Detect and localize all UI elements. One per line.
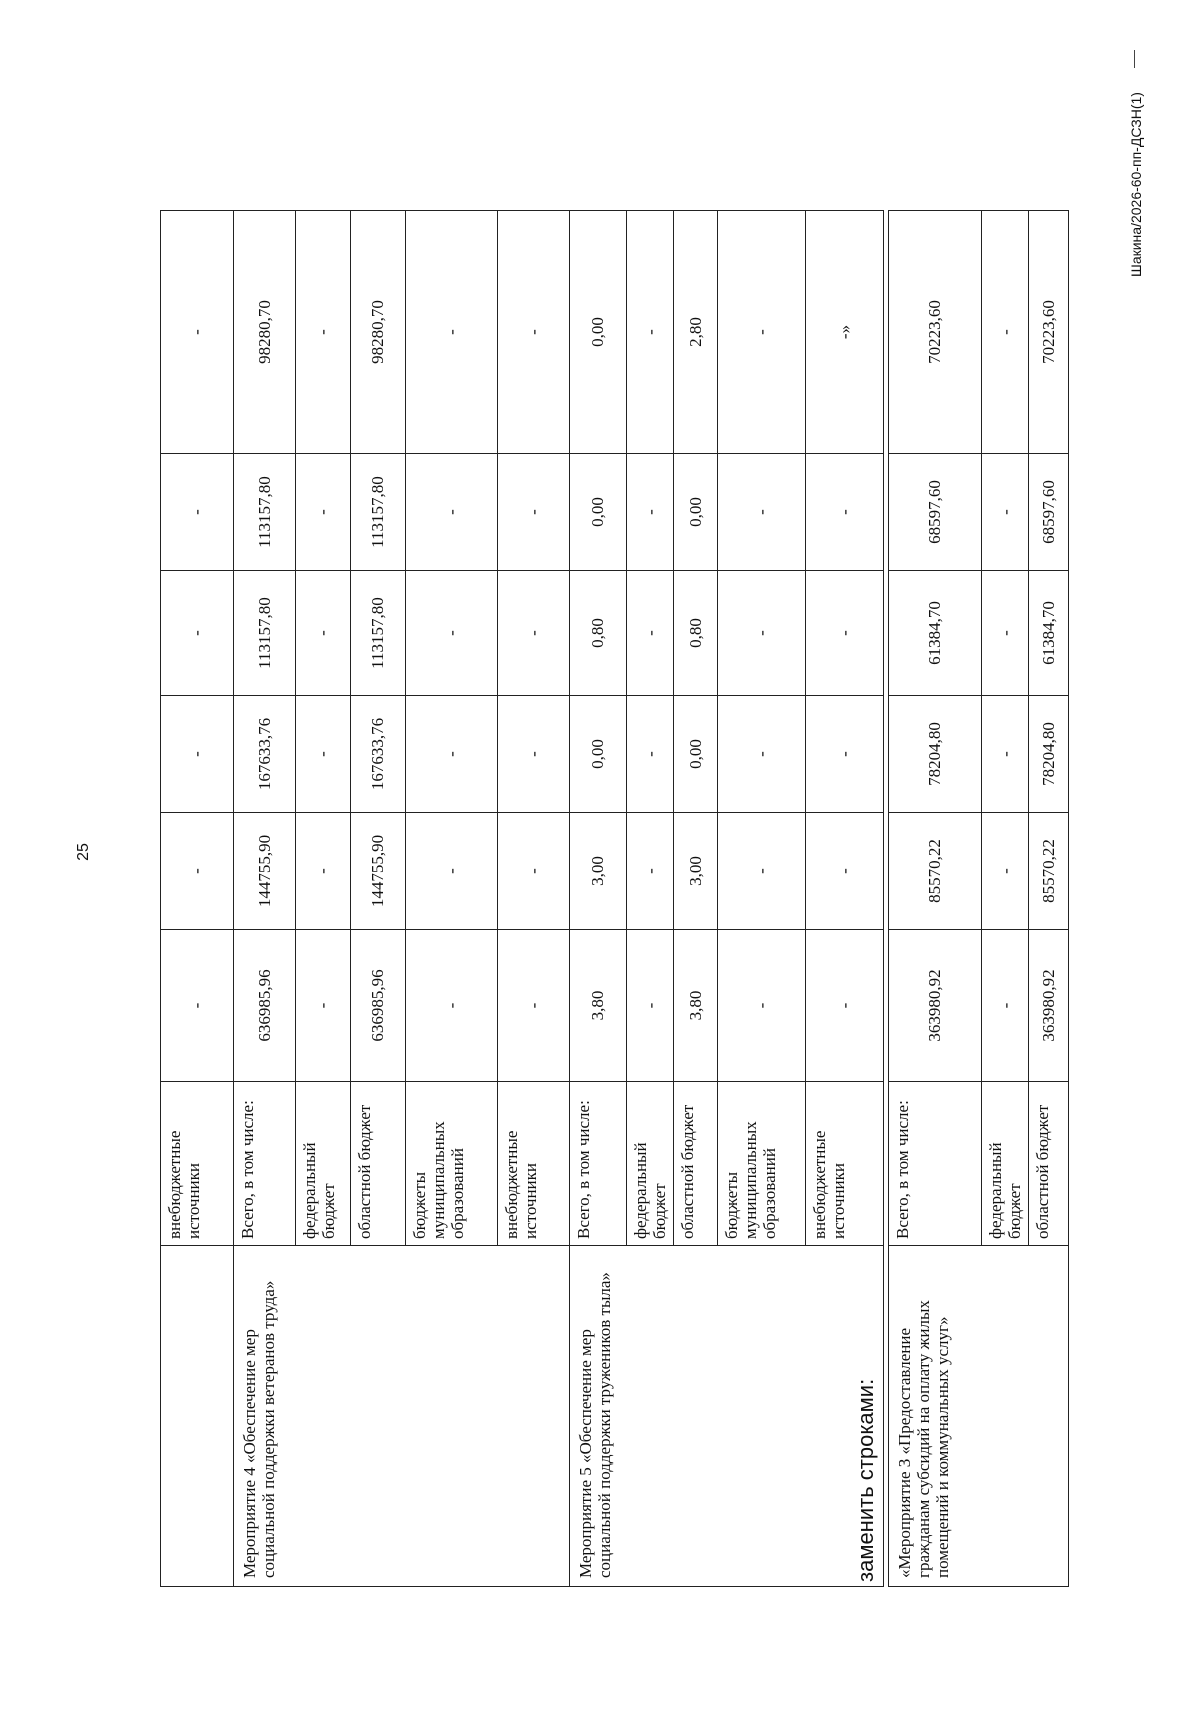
value-year-cell: - bbox=[627, 211, 674, 454]
value-total-cell: 636985,96 bbox=[351, 930, 406, 1082]
value-year-cell: -» bbox=[806, 211, 884, 454]
value-year-cell: - bbox=[406, 696, 498, 813]
value-year-cell: 61384,70 bbox=[1029, 571, 1069, 696]
value-year-cell: - bbox=[718, 696, 806, 813]
value-year-cell: 113157,80 bbox=[234, 454, 296, 571]
table-row bbox=[161, 211, 234, 1587]
funding-table-bottom bbox=[888, 210, 1069, 1587]
value-year-cell: - bbox=[296, 211, 351, 454]
funding-source-cell: внебюджетные источники bbox=[498, 1082, 570, 1246]
funding-source-cell: внебюджетные источники bbox=[161, 1082, 234, 1246]
value-year-cell: 70223,60 bbox=[1029, 211, 1069, 454]
value-year-cell: 3,00 bbox=[570, 813, 627, 930]
value-year-cell: - bbox=[161, 454, 234, 571]
value-year-cell: - bbox=[806, 571, 884, 696]
value-year-cell: 0,00 bbox=[570, 211, 627, 454]
value-year-cell: - bbox=[296, 454, 351, 571]
value-year-cell: - bbox=[161, 211, 234, 454]
funding-source-cell: Всего, в том числе: bbox=[889, 1082, 982, 1246]
value-total-cell: 363980,92 bbox=[1029, 930, 1069, 1082]
measure-cell-empty bbox=[161, 1246, 234, 1587]
value-total-cell: 3,80 bbox=[570, 930, 627, 1082]
funding-source-cell: Всего, в том числе: bbox=[570, 1082, 627, 1246]
value-total-cell: - bbox=[498, 930, 570, 1082]
value-year-cell: - bbox=[627, 454, 674, 571]
value-year-cell: 0,00 bbox=[570, 696, 627, 813]
value-year-cell: - bbox=[498, 813, 570, 930]
funding-source-cell: федеральный бюджет bbox=[982, 1082, 1029, 1246]
funding-source-cell: федеральный бюджет bbox=[296, 1082, 351, 1246]
value-year-cell: - bbox=[498, 211, 570, 454]
value-year-cell: 98280,70 bbox=[351, 211, 406, 454]
value-year-cell: - bbox=[627, 696, 674, 813]
funding-source-cell: федеральный бюджет bbox=[627, 1082, 674, 1246]
value-total-cell: - bbox=[806, 930, 884, 1082]
value-total-cell: - bbox=[627, 930, 674, 1082]
value-year-cell: - bbox=[406, 813, 498, 930]
value-year-cell: 2,80 bbox=[674, 211, 718, 454]
value-total-cell: 3,80 bbox=[674, 930, 718, 1082]
value-year-cell: 0,00 bbox=[674, 696, 718, 813]
table-row bbox=[570, 211, 627, 1587]
measure-5-cell: Мероприятие 5 «Обеспечение мер социальной поддержки тружеников тыла» bbox=[570, 1246, 884, 1587]
value-year-cell: - bbox=[806, 454, 884, 571]
value-year-cell: 85570,22 bbox=[889, 813, 982, 930]
value-year-cell: 113157,80 bbox=[351, 454, 406, 571]
table-row bbox=[234, 211, 296, 1587]
value-year-cell: - bbox=[406, 211, 498, 454]
value-year-cell: - bbox=[982, 696, 1029, 813]
value-year-cell: 0,80 bbox=[674, 571, 718, 696]
value-year-cell: - bbox=[627, 813, 674, 930]
value-year-cell: 167633,76 bbox=[351, 696, 406, 813]
value-year-cell: 0,00 bbox=[570, 454, 627, 571]
value-year-cell: - bbox=[718, 454, 806, 571]
value-year-cell: 0,00 bbox=[674, 454, 718, 571]
funding-source-cell: бюджеты муниципальных образований bbox=[718, 1082, 806, 1246]
value-year-cell: - bbox=[498, 571, 570, 696]
value-year-cell: - bbox=[406, 454, 498, 571]
value-year-cell: - bbox=[718, 813, 806, 930]
measure-3-cell: «Мероприятие 3 «Предоставление гражданам субсидий на оплату жилых помещений и коммунальных услуг» bbox=[889, 1246, 1069, 1587]
value-year-cell: 113157,80 bbox=[234, 571, 296, 696]
value-total-cell: - bbox=[161, 930, 234, 1082]
funding-table-top bbox=[160, 210, 884, 1587]
value-year-cell: - bbox=[718, 211, 806, 454]
value-year-cell: 98280,70 bbox=[234, 211, 296, 454]
value-total-cell: - bbox=[296, 930, 351, 1082]
value-total-cell: - bbox=[718, 930, 806, 1082]
funding-source-cell: областной бюджет bbox=[674, 1082, 718, 1246]
table-row bbox=[889, 211, 982, 1587]
value-year-cell: 68597,60 bbox=[1029, 454, 1069, 571]
value-year-cell: 78204,80 bbox=[1029, 696, 1069, 813]
measure-4-cell: Мероприятие 4 «Обеспечение мер социальной поддержки ветеранов труда» bbox=[234, 1246, 570, 1587]
value-year-cell: - bbox=[161, 696, 234, 813]
value-year-cell: 61384,70 bbox=[889, 571, 982, 696]
scan-edge-mark bbox=[1134, 50, 1135, 68]
value-year-cell: - bbox=[718, 571, 806, 696]
value-year-cell: - bbox=[296, 813, 351, 930]
value-year-cell: 167633,76 bbox=[234, 696, 296, 813]
funding-source-cell: бюджеты муниципальных образований bbox=[406, 1082, 498, 1246]
document-code: Шакина/2026-60-пп-ДСЗН(1) bbox=[1128, 92, 1144, 277]
value-year-cell: - bbox=[498, 696, 570, 813]
page-number: 25 bbox=[75, 843, 92, 861]
value-year-cell: - bbox=[161, 813, 234, 930]
value-year-cell: - bbox=[296, 571, 351, 696]
value-year-cell: - bbox=[982, 211, 1029, 454]
funding-source-cell: внебюджетные источники bbox=[806, 1082, 884, 1246]
value-year-cell: 0,80 bbox=[570, 571, 627, 696]
value-year-cell: - bbox=[982, 813, 1029, 930]
value-year-cell: - bbox=[982, 454, 1029, 571]
value-year-cell: 68597,60 bbox=[889, 454, 982, 571]
value-year-cell: - bbox=[627, 571, 674, 696]
value-year-cell: 113157,80 bbox=[351, 571, 406, 696]
value-total-cell: - bbox=[406, 930, 498, 1082]
funding-source-cell: областной бюджет bbox=[351, 1082, 406, 1246]
value-year-cell: - bbox=[982, 571, 1029, 696]
value-year-cell: - bbox=[406, 571, 498, 696]
funding-source-cell: областной бюджет bbox=[1029, 1082, 1069, 1246]
value-year-cell: - bbox=[161, 571, 234, 696]
value-total-cell: 636985,96 bbox=[234, 930, 296, 1082]
value-year-cell: 144755,90 bbox=[351, 813, 406, 930]
value-total-cell: - bbox=[982, 930, 1029, 1082]
value-year-cell: 3,00 bbox=[674, 813, 718, 930]
replace-with-rows-heading: заменить строками: bbox=[853, 1378, 878, 1582]
funding-source-cell: Всего, в том числе: bbox=[234, 1082, 296, 1246]
value-year-cell: 144755,90 bbox=[234, 813, 296, 930]
value-total-cell: 363980,92 bbox=[889, 930, 982, 1082]
value-year-cell: 78204,80 bbox=[889, 696, 982, 813]
value-year-cell: 70223,60 bbox=[889, 211, 982, 454]
value-year-cell: - bbox=[296, 696, 351, 813]
value-year-cell: - bbox=[806, 813, 884, 930]
value-year-cell: 85570,22 bbox=[1029, 813, 1069, 930]
value-year-cell: - bbox=[806, 696, 884, 813]
value-year-cell: - bbox=[498, 454, 570, 571]
